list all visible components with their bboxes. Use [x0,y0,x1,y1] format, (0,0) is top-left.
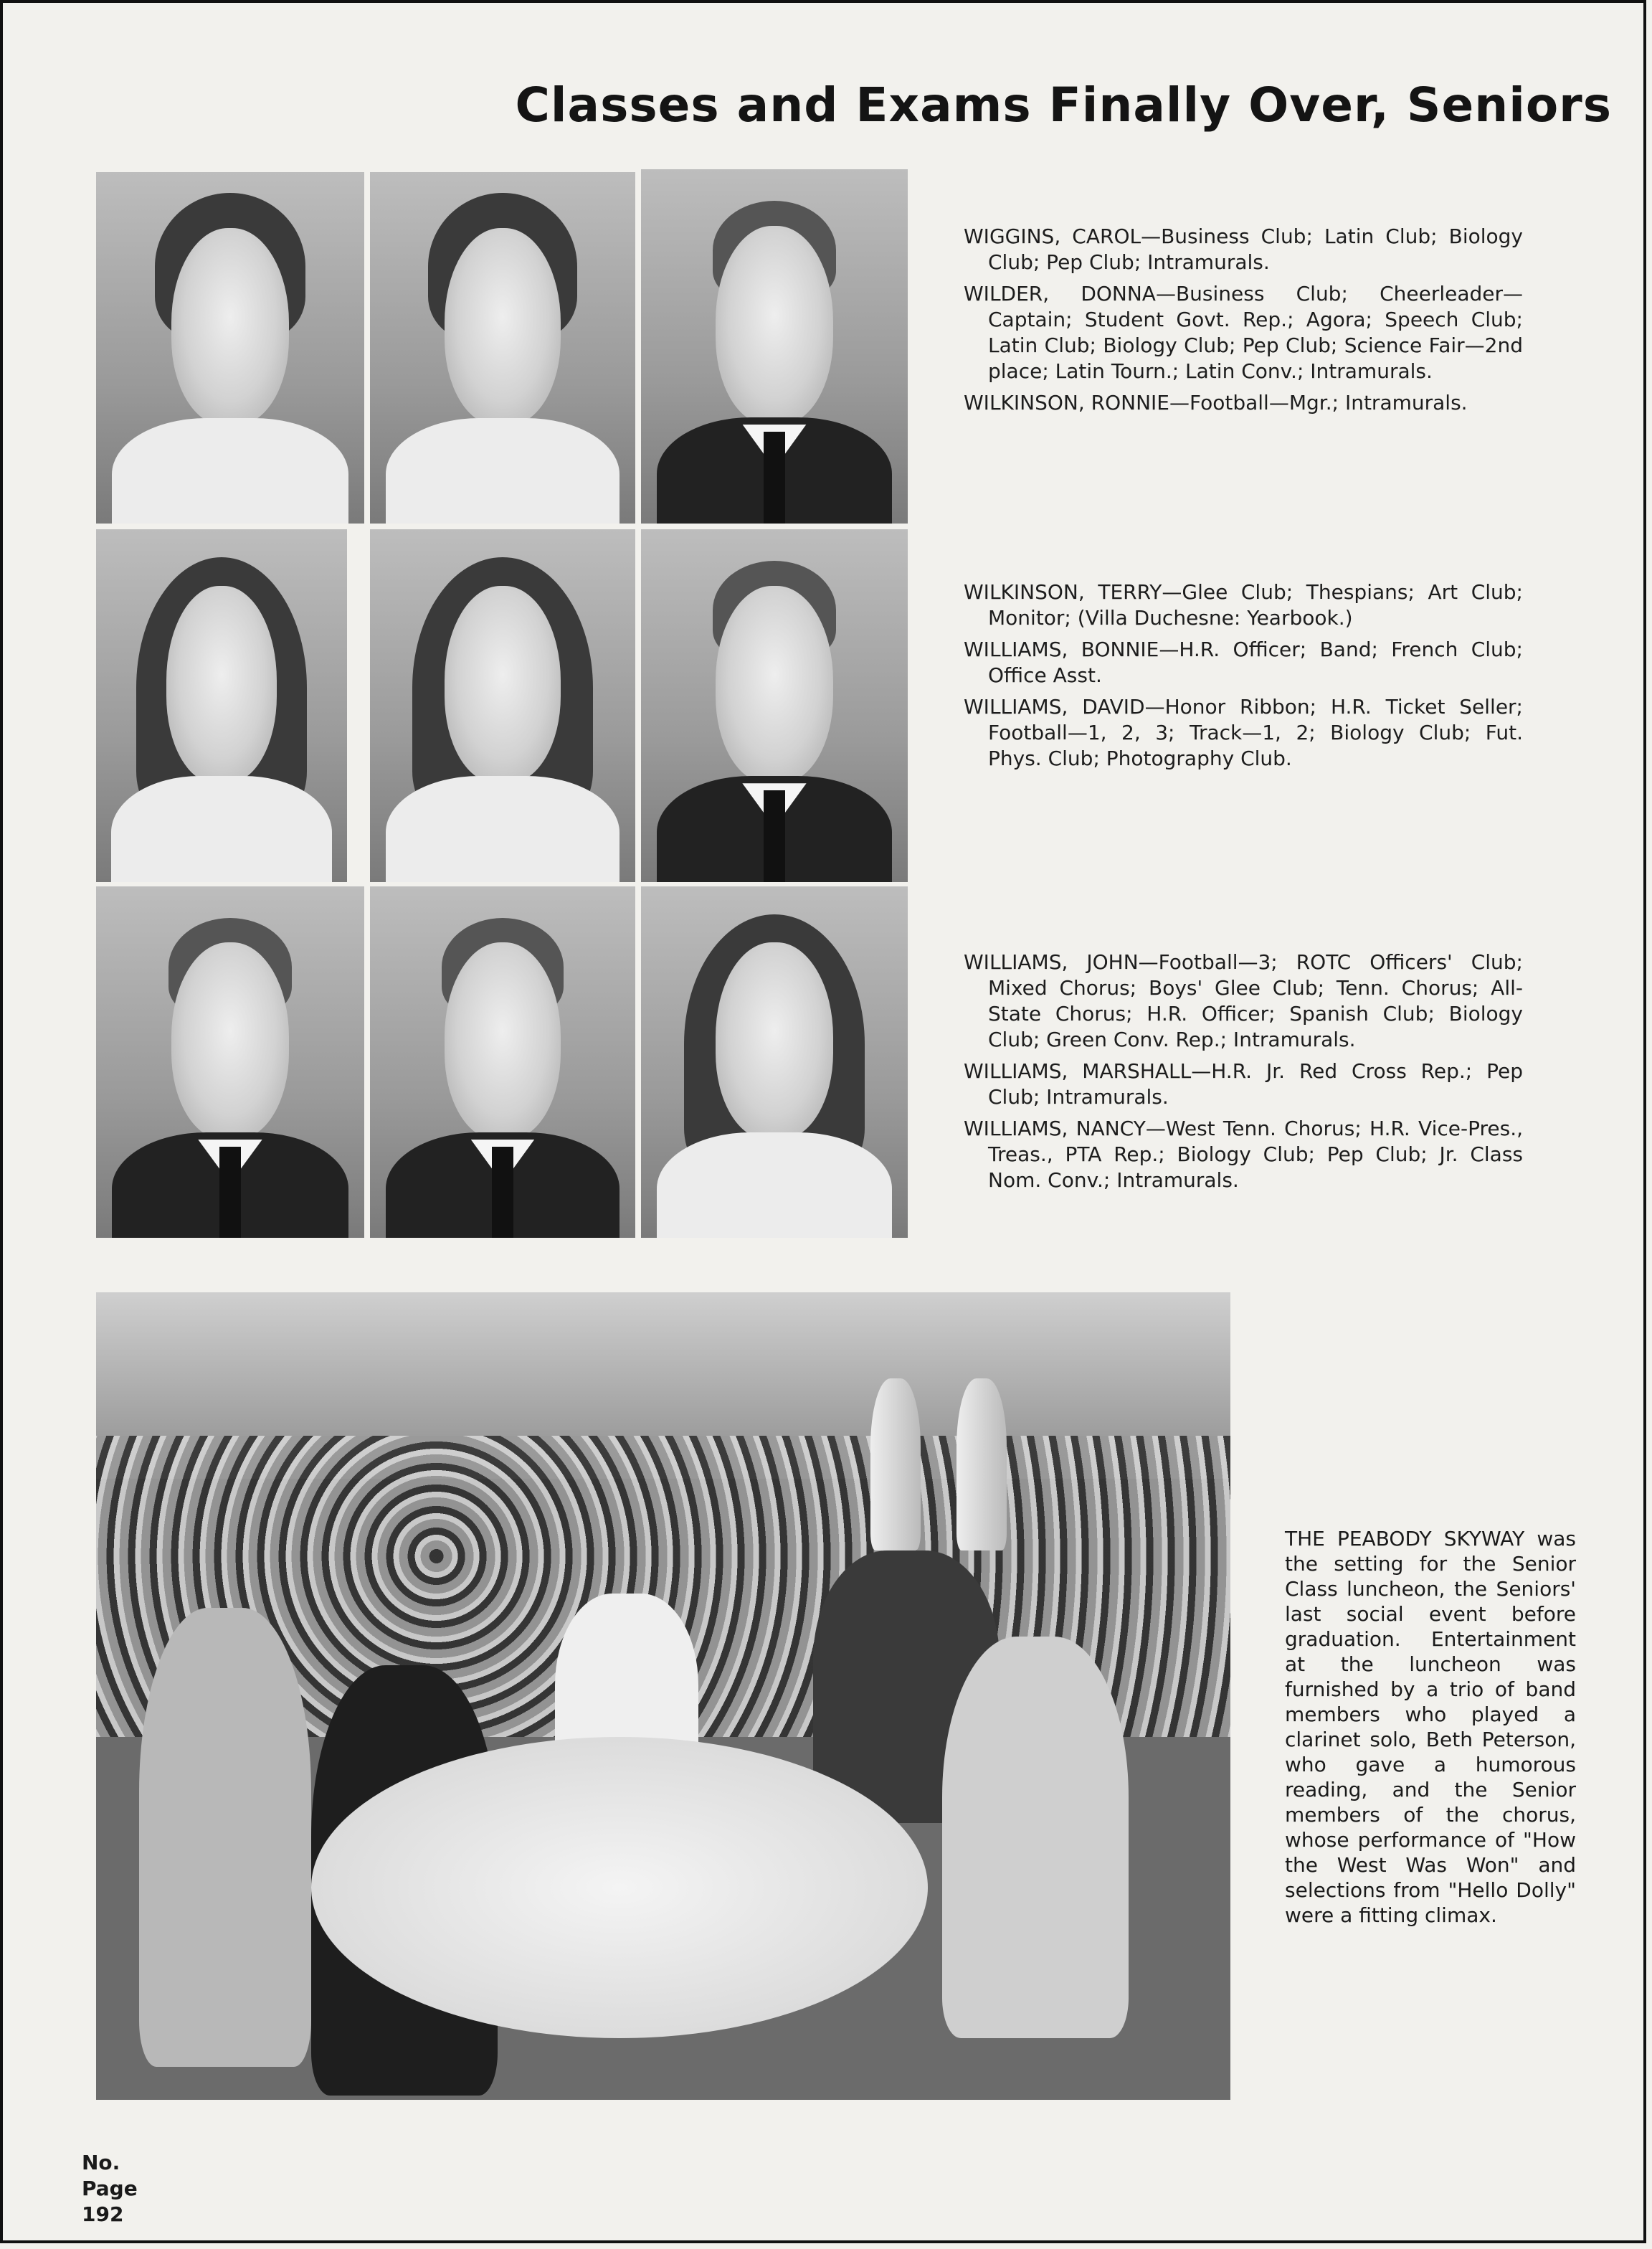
folio-page-label: Page [82,2177,138,2200]
page-headline: Classes and Exams Finally Over, Seniors [515,77,1612,133]
bio-wiggins-carol: WIGGINS, CAROL—Business Club; Latin Club; Biology Club; Pep Club; Intramurals. [964,224,1523,274]
bio-wilkinson-terry: WILKINSON, TERRY—Glee Club; Thespians; Art Club; Monitor; (Villa Duchesne: Yearbook.) [964,580,1523,630]
bio-group-2 [964,579,1523,777]
bio-williams-nancy: WILLIAMS, NANCY—West Tenn. Chorus; H.R. Vice-Pres., Treas., PTA Rep.; Biology Club; Pep Club; Jr. Class Nom. Conv.; Intramurals. [964,1117,1523,1192]
folio-no: No. [82,2151,120,2174]
portrait-wilkinson-terry [96,529,347,882]
portrait-wilkinson-ronnie [641,169,908,524]
bio-williams-marshall: WILLIAMS, MARSHALL—H.R. Jr. Red Cross Rep.; Pep Club; Intramurals. [964,1059,1523,1109]
page-number: 192 [82,2202,124,2226]
bio-group-3 [964,950,1523,1199]
portrait-wilder-donna [370,172,635,524]
bio-williams-bonnie: WILLIAMS, BONNIE—H.R. Officer; Band; French Club; Office Asst. [964,638,1523,687]
bio-wilder-donna: WILDER, DONNA—Business Club; Cheerleader—Captain; Student Govt. Rep.; Agora; Speech Club; Latin Club; Biology Club; Pep Club; Science Fair—2nd place; Latin Tourn.; Latin Conv.; Intramurals. [964,282,1523,383]
portrait-williams-bonnie [370,529,635,882]
bio-williams-david: WILLIAMS, DAVID—Honor Ribbon; H.R. Ticket Seller; Football—1, 2, 3; Track—1, 2; Biology Club; Fut. Phys. Club; Photography Club. [964,695,1523,770]
portrait-williams-marshall [370,886,635,1238]
photo-caption: THE PEABODY SKYWAY was the setting for the Senior Class luncheon, the Seniors' last social event before graduation. Entertainment at the luncheon was furnished by a trio of band members who played a clarinet solo, Beth Peterson, who gave a humorous reading, and the Senior members of the chorus, whose performance of "How the West Was Won" and selections from "Hello Dolly" were a fitting climax. [1285,1527,1576,1927]
page-folio [82,2150,138,2227]
portrait-williams-nancy [641,886,908,1238]
bio-wilkinson-ronnie: WILKINSON, RONNIE—Football—Mgr.; Intramurals. [964,391,1468,415]
portrait-wiggins-carol [96,172,364,524]
portrait-williams-john [96,886,364,1238]
bio-group-1 [964,224,1523,422]
portrait-williams-david [641,529,908,882]
luncheon-photo [96,1292,1230,2100]
bio-williams-john: WILLIAMS, JOHN—Football—3; ROTC Officers' Club; Mixed Chorus; Boys' Glee Club; Tenn. Chorus; All-State Chorus; H.R. Officer; Spanish Club; Biology Club; Green Conv. Rep.; Intramurals. [964,950,1523,1051]
